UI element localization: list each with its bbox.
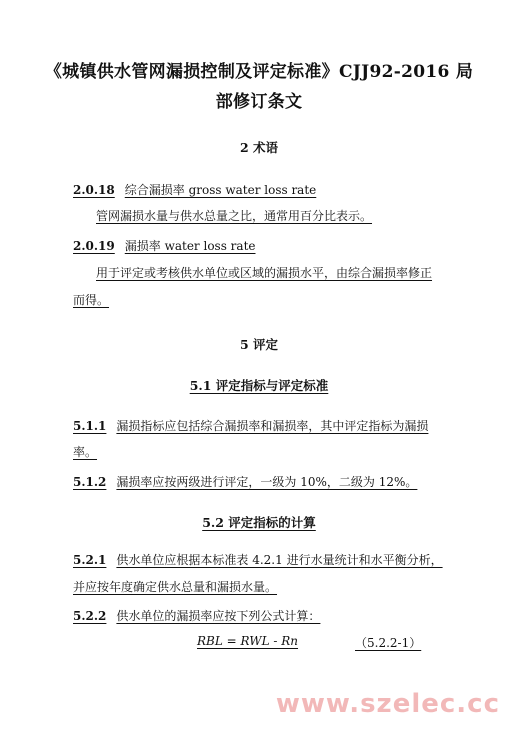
clause-number: 2.0.18 [73,183,115,197]
formula-number: （5.2.2-1） [355,636,422,650]
clause-number: 5.2.2 [73,609,107,623]
clause-5-1-2 [73,473,417,490]
term-text: 综合漏损率 gross water loss rate [124,183,317,197]
formula: RBL = RWL - Rn [197,634,299,648]
clause-5-2-1-line-1 [73,551,443,568]
clause-5-2-2 [73,607,320,624]
clause-number: 5.2.1 [73,553,107,567]
clause-number: 5.1.2 [73,475,107,489]
clause-5-1-1-line-1 [73,417,428,434]
section-5-heading: 5 评定 [239,337,279,352]
term-text: 漏损率 water loss rate [124,239,256,253]
clause-text: 供水单位应根据本标准表 4.2.1 进行水量统计和水平衡分析， [116,553,443,567]
clause-number: 2.0.19 [73,239,115,253]
term-2-0-19-definition-line-1: 用于评定或考核供水单位或区域的漏损水平，由综合漏损率修正 [96,266,433,280]
document-title-line-1: 《城镇供水管网漏损控制及评定标准》CJJ92-2016 局 [44,62,474,82]
subsection-5-1-heading: 5.1 评定指标与评定标准 [189,378,329,393]
term-2-0-19-definition-line-2: 而得。 [73,293,110,307]
clause-5-2-1-line-2: 并应按年度确定供水总量和漏损水量。 [73,580,278,594]
clause-text: 漏损率应按两级进行评定，一级为 10%，二级为 12%。 [116,475,418,489]
term-2-0-19 [73,237,256,254]
clause-5-1-1-line-2: 率。 [73,445,98,459]
clause-text: 漏损指标应包括综合漏损率和漏损率，其中评定指标为漏损 [116,419,429,433]
subsection-5-2-heading: 5.2 评定指标的计算 [202,515,316,530]
section-2-heading: 2 术语 [239,140,279,155]
document-title-line-2: 部修订条文 [215,92,303,112]
term-2-0-18-definition: 管网漏损水量与供水总量之比，通常用百分比表示。 [96,209,373,223]
clause-number: 5.1.1 [73,419,107,433]
term-2-0-18 [73,181,316,198]
watermark: www.szelec.cc [275,689,500,719]
clause-text: 供水单位的漏损率应按下列公式计算： [116,609,321,623]
